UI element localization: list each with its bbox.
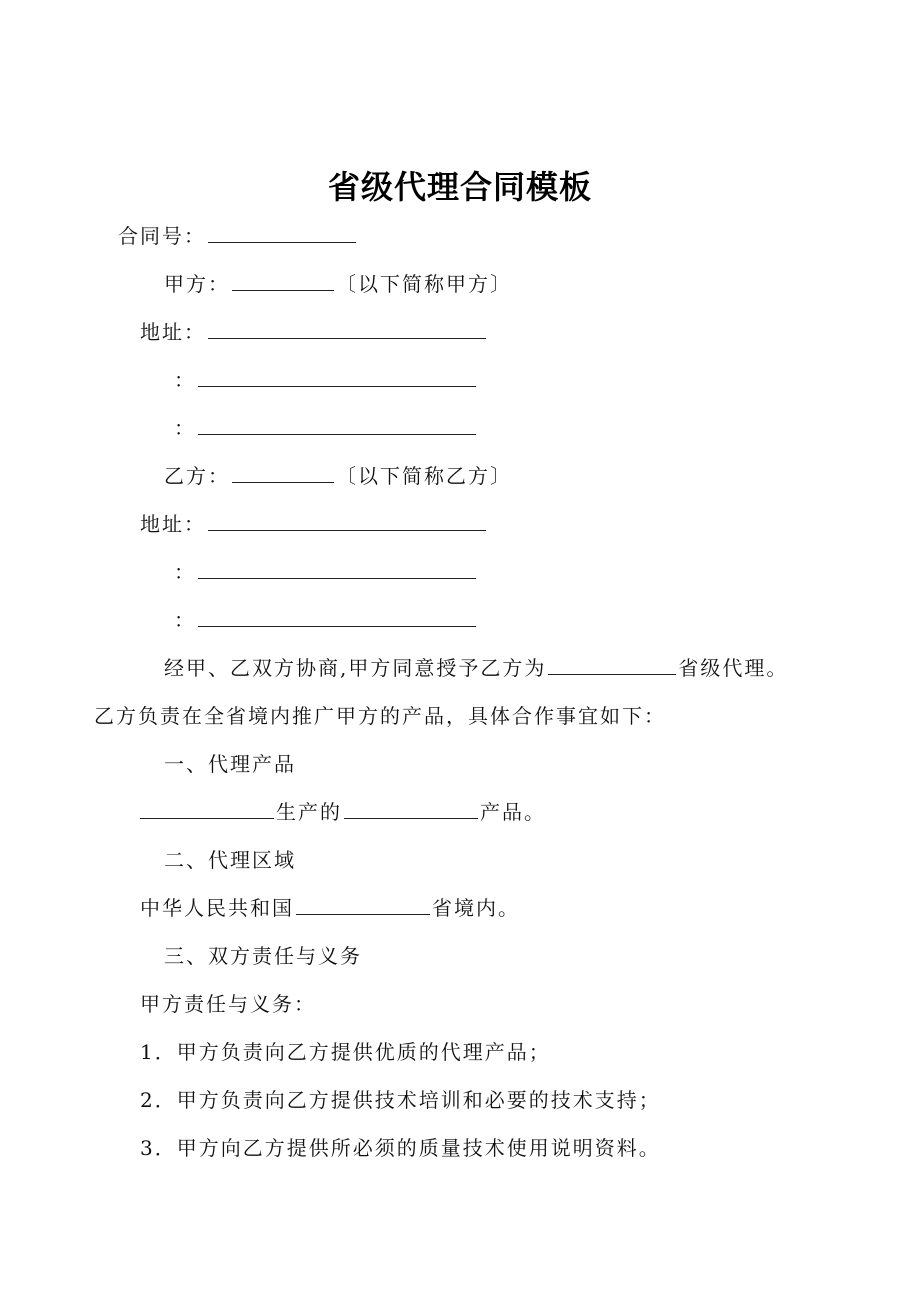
list-item-text: 2．甲方负责向乙方提供技术培训和必要的技术支持； xyxy=(140,1088,661,1112)
party-b-extra-row-2 xyxy=(174,606,478,634)
party-a-extra-label-2: ： xyxy=(174,416,196,440)
section-3-heading-text: 三、双方责任与义务 xyxy=(164,944,362,968)
party-a-extra-label-1: ： xyxy=(174,368,196,392)
list-item xyxy=(140,1038,551,1066)
region-province-blank[interactable] xyxy=(296,894,430,915)
section-1-heading xyxy=(164,750,296,778)
party-a-address-label: 地址： xyxy=(140,320,206,344)
section-2-body xyxy=(140,894,520,922)
party-b-extra-blank-2[interactable] xyxy=(198,606,476,627)
intro-line-1 xyxy=(164,654,788,682)
section-3-heading xyxy=(164,942,362,970)
section-2-text-b: 省境内。 xyxy=(432,896,520,920)
section-1-body xyxy=(140,798,546,826)
party-b-row xyxy=(164,462,512,490)
party-a-extra-blank-2[interactable] xyxy=(198,414,476,435)
party-b-extra-blank-1[interactable] xyxy=(198,558,476,579)
intro-province-blank[interactable] xyxy=(548,654,676,675)
section-2-heading xyxy=(164,846,296,874)
party-a-note: 〔以下简称甲方〕 xyxy=(336,272,512,296)
section-1-text-b: 产品。 xyxy=(480,800,546,824)
list-item xyxy=(140,1086,661,1114)
intro-text-2: 省级代理。 xyxy=(678,656,789,680)
contract-number-label: 合同号： xyxy=(118,224,206,248)
party-a-extra-row-2 xyxy=(174,414,478,442)
party-b-extra-label-2: ： xyxy=(174,608,196,632)
party-b-extra-label-1: ： xyxy=(174,560,196,584)
party-a-blank[interactable] xyxy=(232,270,334,291)
section-1-heading-text: 一、代理产品 xyxy=(164,752,296,776)
party-a-address-blank[interactable] xyxy=(208,318,486,339)
section-3-subheading xyxy=(140,990,316,1018)
section-3-subheading-text: 甲方责任与义务： xyxy=(140,992,316,1016)
party-b-address-row xyxy=(140,510,488,538)
intro-text-1: 经甲、乙双方协商,甲方同意授予乙方为 xyxy=(164,656,547,680)
intro-line-2 xyxy=(94,702,666,730)
party-a-address-row xyxy=(140,318,488,346)
party-b-label: 乙方： xyxy=(164,464,230,488)
party-b-note: 〔以下简称乙方〕 xyxy=(336,464,512,488)
party-a-extra-row-1 xyxy=(174,366,478,394)
product-blank[interactable] xyxy=(344,798,478,819)
party-a-row xyxy=(164,270,512,298)
intro-text-3: 乙方负责在全省境内推广甲方的产品，具体合作事宜如下： xyxy=(94,704,666,728)
list-item-text: 1．甲方负责向乙方提供优质的代理产品； xyxy=(140,1040,551,1064)
section-1-text-a: 生产的 xyxy=(276,800,342,824)
party-a-extra-blank-1[interactable] xyxy=(198,366,476,387)
manufacturer-blank[interactable] xyxy=(140,798,274,819)
section-2-text-a: 中华人民共和国 xyxy=(140,896,294,920)
party-b-extra-row-1 xyxy=(174,558,478,586)
section-2-heading-text: 二、代理区域 xyxy=(164,848,296,872)
party-a-label: 甲方： xyxy=(164,272,230,296)
page-title: 省级代理合同模板 xyxy=(327,168,592,206)
list-item xyxy=(140,1134,661,1162)
contract-number-blank[interactable] xyxy=(208,222,356,243)
party-b-address-blank[interactable] xyxy=(208,510,486,531)
party-b-blank[interactable] xyxy=(232,462,334,483)
list-item-text: 3．甲方向乙方提供所必须的质量技术使用说明资料。 xyxy=(140,1136,661,1160)
contract-number-row xyxy=(118,222,358,250)
party-b-address-label: 地址： xyxy=(140,512,206,536)
